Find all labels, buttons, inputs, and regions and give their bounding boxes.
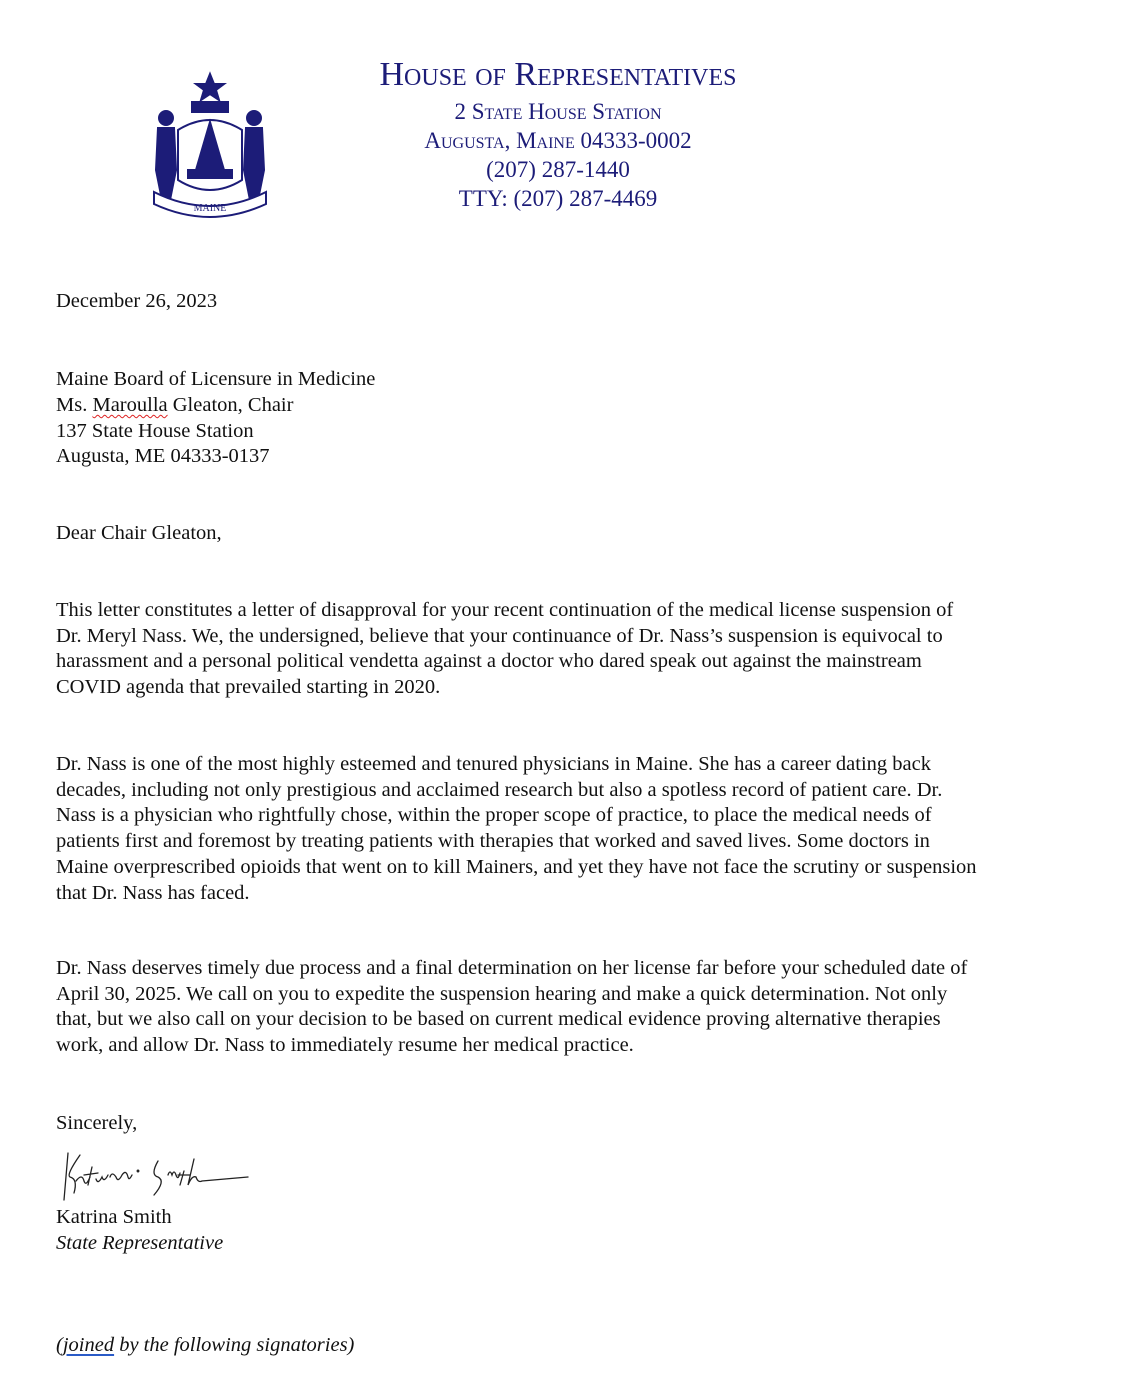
- recipient-street: 137 State House Station: [56, 420, 254, 442]
- line: This letter constitutes a letter of disapproval for your recent continuation of the medical license suspension of: [56, 599, 954, 621]
- line: decades, including not only prestigious and acclaimed research but also a spotless record of patient care. Dr.: [56, 778, 943, 801]
- misspelled-word: Maroulla: [92, 394, 168, 416]
- letterhead-phone: (207) 287-1440: [486, 157, 630, 182]
- recipient-prefix: Ms.: [56, 394, 93, 416]
- paragraph-3: [56, 956, 967, 1059]
- salutation: Dear Chair Gleaton,: [56, 522, 222, 544]
- letterhead-address-line2: Augusta, Maine 04333-0002: [424, 128, 692, 153]
- paragraph-2: [56, 752, 977, 906]
- recipient-suffix: Gleaton, Chair: [167, 394, 294, 416]
- line: patients first and foremost by treating patients with therapies that worked and saved lives. Some doctors in: [56, 830, 930, 853]
- handwritten-signature: [58, 1145, 258, 1205]
- flagged-word: joined: [62, 1334, 115, 1356]
- svg-text:MAINE: MAINE: [193, 203, 227, 214]
- signatories-note: [56, 1332, 354, 1358]
- letterhead-tty: TTY: (207) 287-4469: [458, 186, 658, 211]
- recipient-name: [56, 392, 293, 418]
- recipient-org: Maine Board of Licensure in Medicine: [56, 368, 376, 390]
- line: Maine overprescribed opioids that went on to kill Mainers, and yet they have not face the scrutiny or suspension: [56, 855, 977, 878]
- line: Dr. Meryl Nass. We, the undersigned, believe that your continuance of Dr. Nass’s suspension is equivocal to: [56, 624, 943, 647]
- note-rest: by the following signatories): [114, 1334, 355, 1356]
- line: Nass is a physician who rightfully chose, within the proper scope of practice, to place the medical needs of: [56, 804, 932, 827]
- line: work, and allow Dr. Nass to immediately resume her medical practice.: [56, 1034, 634, 1057]
- line: Dr. Nass deserves timely due process and a final determination on her license far before your scheduled date of: [56, 957, 968, 979]
- line: harassment and a personal political vendetta against a doctor who dared speak out against the mainstream: [56, 650, 922, 673]
- line: Dr. Nass is one of the most highly esteemed and tenured physicians in Maine. She has a career dating back: [56, 753, 931, 775]
- letterhead-address-line1: 2 State House Station: [454, 99, 662, 124]
- letterhead-title: House of Representatives: [379, 56, 737, 93]
- line: April 30, 2025. We call on you to expedite the suspension hearing and make a quick determination. Not only: [56, 982, 948, 1005]
- letter-date: December 26, 2023: [56, 290, 218, 312]
- line: COVID agenda that prevailed starting in 2020.: [56, 676, 441, 699]
- paragraph-1: [56, 598, 953, 701]
- closing: Sincerely,: [56, 1112, 138, 1134]
- line: that Dr. Nass has faced.: [56, 881, 250, 904]
- paren: (: [56, 1334, 63, 1356]
- signer-title: State Representative: [56, 1232, 224, 1254]
- maine-state-seal: [148, 70, 272, 220]
- recipient-city: Augusta, ME 04333-0137: [56, 445, 270, 467]
- line: that, but we also call on your decision to be based on current medical evidence proving alternative therapies: [56, 1008, 941, 1031]
- signer-name: Katrina Smith: [56, 1206, 172, 1228]
